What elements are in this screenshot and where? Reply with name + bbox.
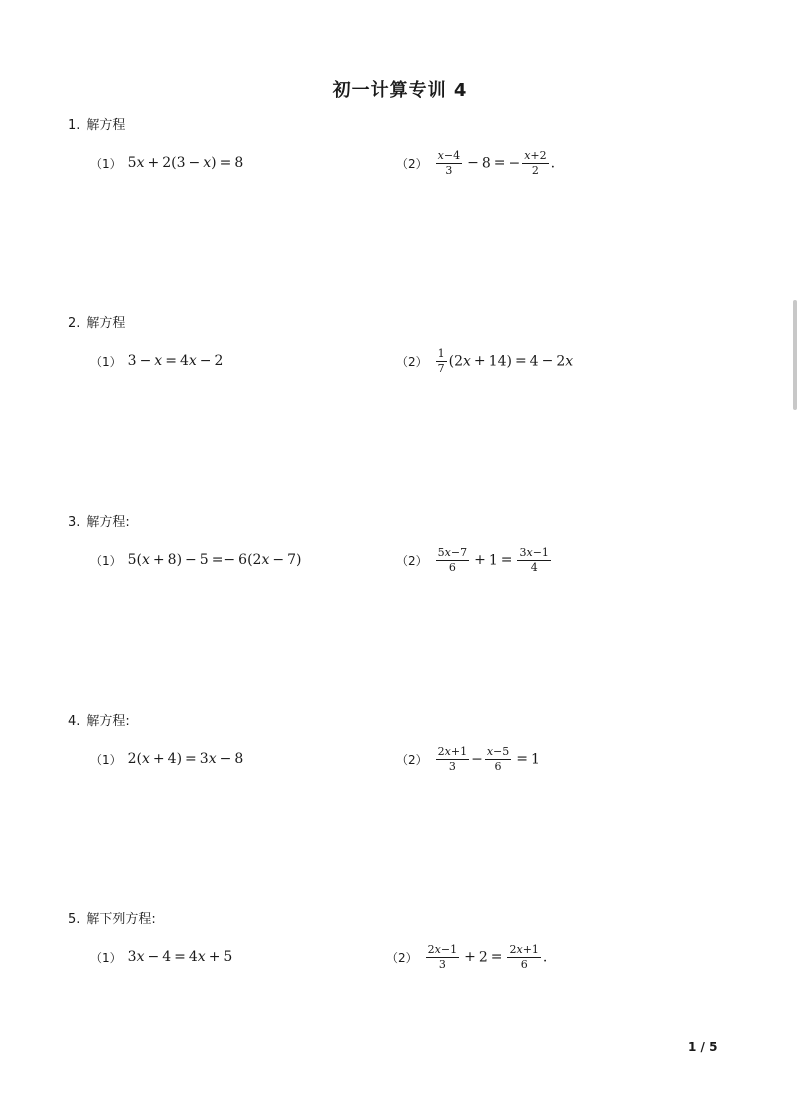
problem-instruction: 解方程 [86, 118, 126, 133]
problem-1-part-1 [90, 148, 243, 178]
equation: 3x − 4 = 4x + 5 [127, 949, 233, 965]
equation: 2(x + 4) = 3x − 8 [127, 751, 244, 767]
equation: 3 − x = 4x − 2 [127, 353, 224, 369]
problem-instruction: 解方程 [86, 316, 126, 331]
problem-instruction: 解下列方程: [86, 912, 156, 927]
part-label: （2） [386, 950, 418, 965]
part-label: （2） [396, 156, 428, 171]
problem-number: 4. [68, 714, 81, 729]
equation: $\frac{2x+1}{3}$ − $\frac{x-5}{6}$ = 1 [437, 744, 540, 773]
part-label: （2） [396, 354, 428, 369]
problem-3-part-2 [396, 545, 553, 575]
problem-number: 3. [68, 515, 81, 530]
problem-2 [68, 314, 748, 376]
equation: $\frac{5x-7}{6}$ + 1 = $\frac{3x-1}{4}$ [437, 545, 549, 574]
problem-4-part-2 [396, 744, 540, 774]
part-label: （1） [90, 752, 122, 767]
problem-1 [68, 116, 748, 178]
part-label: （1） [90, 156, 122, 171]
problem-heading [68, 910, 748, 930]
problem-2-part-2 [396, 346, 573, 376]
problem-heading [68, 712, 748, 732]
problem-heading [68, 513, 748, 533]
problem-instruction: 解方程: [86, 515, 130, 530]
problem-4 [68, 712, 748, 774]
problem-4-part-1 [90, 744, 243, 774]
problem-2-part-1 [90, 346, 223, 376]
problem-instruction: 解方程: [86, 714, 130, 729]
problem-heading [68, 314, 748, 334]
problem-number: 2. [68, 316, 81, 331]
page-indicator: 1 / 5 [688, 1040, 718, 1054]
part-label: （1） [90, 553, 122, 568]
problem-5 [68, 910, 748, 972]
part-label: （2） [396, 553, 428, 568]
problem-3 [68, 513, 748, 575]
problem-5-part-2 [386, 942, 547, 972]
part-label: （1） [90, 950, 122, 965]
equation: 5(x + 8) − 5 =− 6(2x − 7) [127, 552, 302, 568]
problem-number: 1. [68, 118, 81, 133]
part-label: （2） [396, 752, 428, 767]
problem-5-part-1 [90, 942, 232, 972]
problem-1-part-2 [396, 148, 555, 178]
problem-heading [68, 116, 748, 136]
problem-number: 5. [68, 912, 81, 927]
problem-3-part-1 [90, 545, 301, 575]
equation: $\frac{x-4}{3}$ − 8 = − $\frac{x+2}{2}$ . [437, 148, 556, 177]
equation: $\frac{2x-1}{3}$ + 2 = $\frac{2x+1}{6}$ . [427, 942, 548, 971]
part-label: （1） [90, 354, 122, 369]
equation: 5x + 2(3 − x) = 8 [127, 155, 244, 171]
equation: $\frac{1}{7}$ (2x + 14) = 4 − 2x [437, 346, 574, 375]
vertical-scrollbar[interactable] [793, 300, 797, 410]
page-title: 初一计算专训 4 [332, 80, 468, 101]
